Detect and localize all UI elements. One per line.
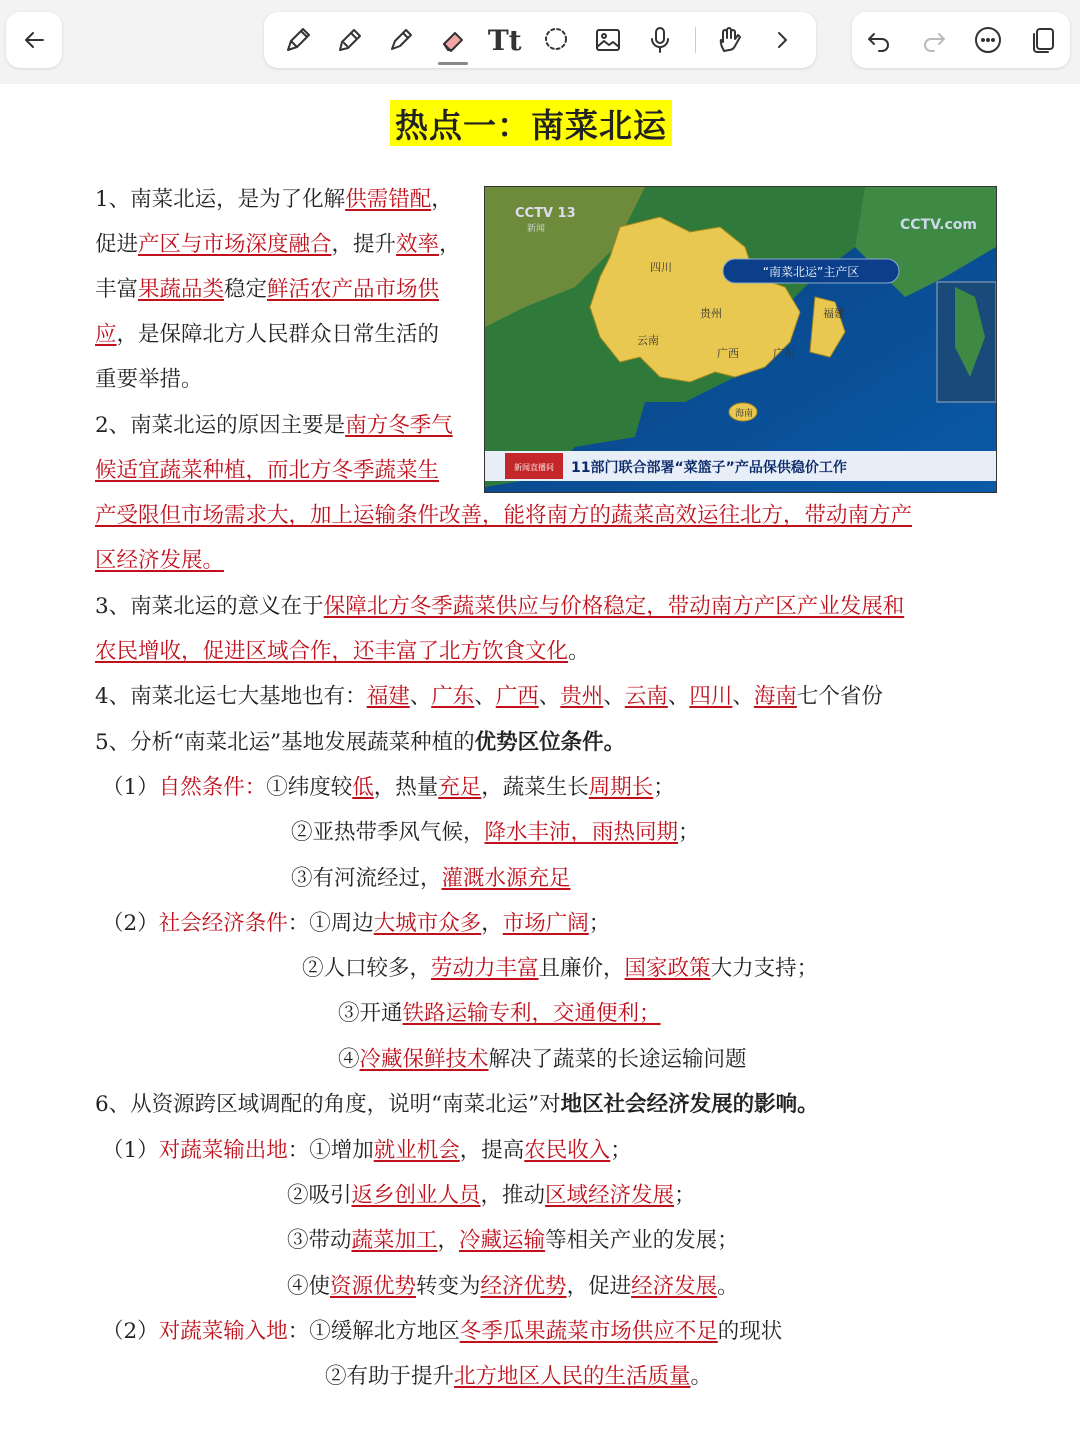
hand-draw-icon[interactable] [713,23,747,57]
microphone-icon[interactable] [643,23,677,57]
pencil-icon[interactable] [281,23,315,57]
map-province-label: 云南 [637,334,659,347]
para5-social-4: ④冷藏保鲜技术解决了蔬菜的长途运输问题 [338,1047,747,1072]
map-main-label: “南菜北运”主产区 [762,265,860,279]
map-image [484,186,997,493]
map-web-logo: CCTV.com [900,217,977,233]
toolbar [0,0,1080,84]
text-icon[interactable]: Tt [487,23,522,57]
toolbar-divider [695,27,696,53]
map-province-label: 海南 [735,409,754,419]
para2-line2: 候适宜蔬菜种植，而北方冬季蔬菜生 [95,458,440,483]
pen-icon[interactable] [333,23,367,57]
para1-line2: 促进产区与市场深度融合，提升效率， [95,232,461,257]
map-ticker-tag: 新闻直播间 [514,463,554,472]
map-ticker: 11部门联合部署“菜篮子”产品保供稳价工作 [571,460,847,476]
para4-line: 4、南菜北运七大基地也有：福建、广东、广西、贵州、云南、四川、海南七个省份 [95,684,883,709]
more-icon[interactable] [971,23,1005,57]
lasso-icon[interactable] [539,23,573,57]
para6-export-1: （1）对蔬菜输出地：①增加就业机会，提高农民收入； [102,1138,632,1163]
para5-natural-3: ③有河流经过，灌溉水源充足 [291,866,571,891]
para1-line4: 应，是保障北方人民群众日常生活的 [95,322,440,347]
pages-icon[interactable] [1026,23,1060,57]
para6-import-2: ②有助于提升北方地区人民的生活质量。 [325,1364,713,1389]
chevron-right-icon[interactable] [765,23,799,57]
map-province-label: 广东 [773,347,795,360]
eraser-icon[interactable] [436,23,470,57]
page-title: 热点一：南菜北运 [390,100,672,146]
para5-natural-2: ②亚热带季风气候，降水丰沛，雨热同期； [291,820,700,845]
para2-line3: 产受限但市场需求大，加上运输条件改善，能将南方的蔬菜高效运往北方，带动南方产 [95,503,913,528]
para1-line1: 1、南菜北运，是为了化解供需错配， [95,187,453,212]
redo-icon[interactable] [917,23,951,57]
undo-icon[interactable] [862,23,896,57]
para6-export-4: ④使资源优势转变为经济优势，促进经济发展。 [287,1274,739,1299]
para6-heading: 6、从资源跨区域调配的角度，说明“南菜北运”对地区社会经济发展的影响。 [95,1092,819,1117]
document-actions [852,12,1070,68]
image-icon[interactable] [591,23,625,57]
para6-export-3: ③带动蔬菜加工，冷藏运输等相关产业的发展； [287,1228,739,1253]
para3-line2: 农民增收，促进区域合作，还丰富了北方饮食文化。 [95,639,590,664]
para5-social-2: ②人口较多，劳动力丰富且廉价，国家政策大力支持； [302,956,819,981]
para5-social-1: （2）社会经济条件：①周边大城市众多，市场广阔； [102,911,611,936]
para2-line4: 区经济发展。 [95,548,225,573]
map-province-label: 四川 [650,261,672,274]
map-province-label: 贵州 [700,307,722,320]
para6-import-1: （2）对蔬菜输入地：①缓解北方地区冬季瓜果蔬菜市场供应不足的现状 [102,1319,783,1344]
drawing-tools [264,12,816,68]
para5-social-3: ③开通铁路运输专利，交通便利； [338,1001,661,1026]
map-province-label: 福建 [823,307,845,320]
map-province-label: 广西 [717,347,739,360]
para6-export-2: ②吸引返乡创业人员，推动区域经济发展； [287,1183,696,1208]
para5-heading: 5、分析“南菜北运”基地发展蔬菜种植的优势区位条件。 [95,730,626,755]
para5-natural-1: （1）自然条件：①纬度较低，热量充足，蔬菜生长周期长； [102,775,675,800]
para3-line1: 3、南菜北运的意义在于保障北方冬季蔬菜供应与价格稳定，带动南方产区产业发展和 [95,594,905,619]
back-arrow-icon [17,23,51,57]
back-button[interactable] [6,12,62,68]
para1-line3: 丰富果蔬品类稳定鲜活农产品市场供 [95,277,440,302]
para2-line1: 2、南菜北运的原因主要是南方冬季气 [95,413,453,438]
map-channel-sub: 新闻 [527,224,546,234]
map-channel-logo: CCTV 13 [515,206,576,221]
para1-line5: 重要举措。 [95,367,203,392]
highlighter-icon[interactable] [384,23,418,57]
active-tool-indicator [438,62,468,65]
